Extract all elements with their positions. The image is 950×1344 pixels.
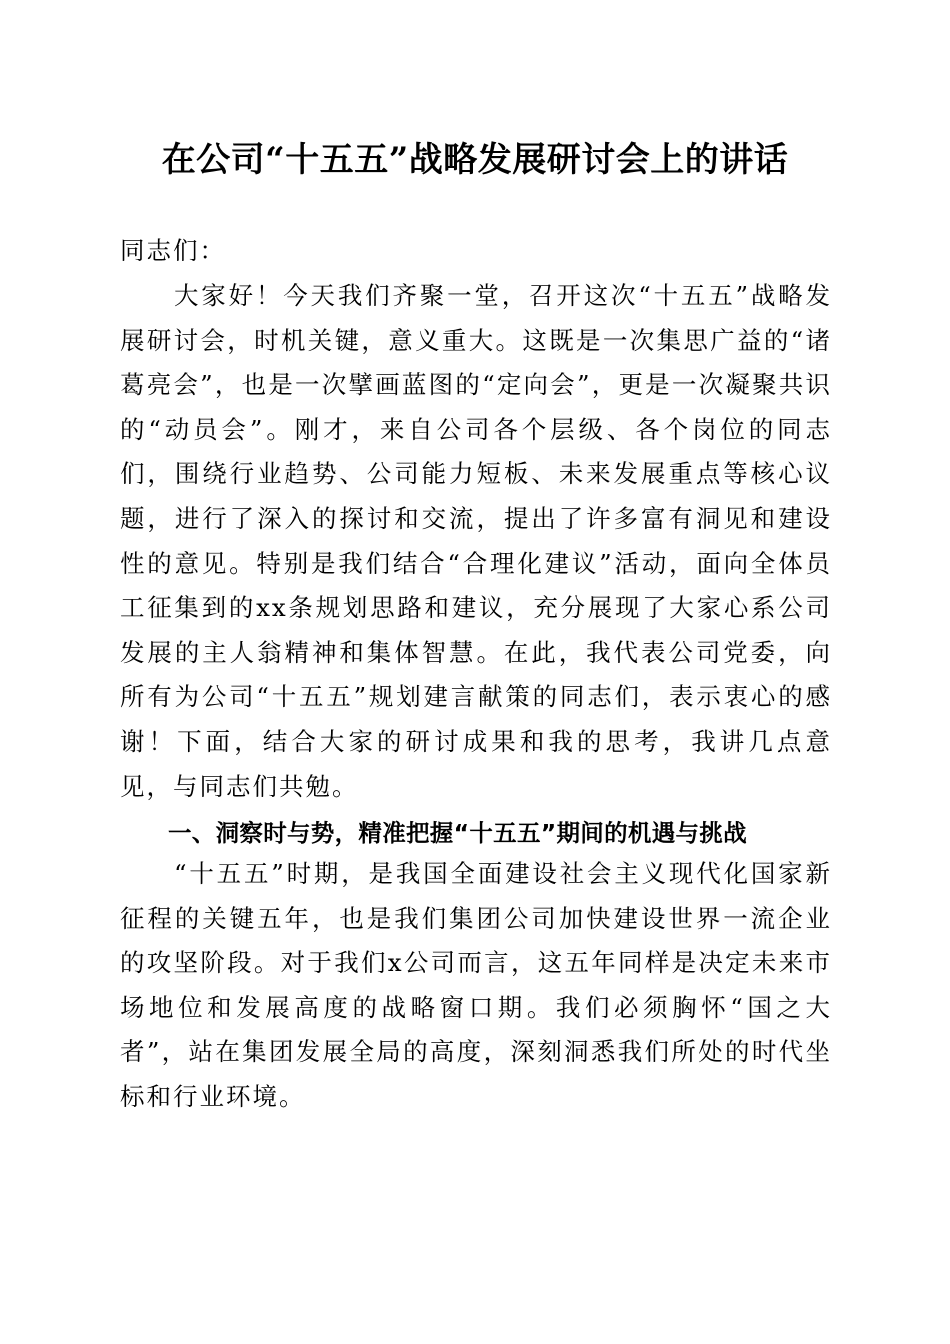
salutation: 同志们：	[120, 236, 226, 265]
section-heading-1: 一、洞察时与势，精准把握“十五五”期间的机遇与挑战	[168, 819, 747, 847]
document-title: 在公司“十五五”战略发展研讨会上的讲话	[161, 140, 789, 180]
paragraph-opening: 大家好！今天我们齐聚一堂，召开这次“十五五”战略发展研讨会，时机关键，意义重大。这既是一次集思广益的“诸葛亮会”，也是一次擘画蓝图的“定向会”，更是一次凝聚共识的“动员会”。刚才，来自公司各个层级、各个岗位的同志们，围绕行业趋势、公司能力短板、未来发展重点等核心议题，进行了深入的探讨和交流，提出了许多富有洞见和建设性的意见。特别是我们结合“合理化建议”活动，面向全体员工征集到的xx条规划思路和建议，充分展现了大家心系公司发展的主人翁精神和集体智慧。在此，我代表公司党委，向所有为公司“十五五”规划建言献策的同志们，表示衷心的感谢！下面，结合大家的研讨成果和我的思考，我讲几点意见，与同志们共勉。	[120, 281, 832, 801]
paragraph-section-1: “十五五”时期，是我国全面建设社会主义现代化国家新征程的关键五年，也是我们集团公司加快建设世界一流企业的攻坚阶段。对于我们x公司而言，这五年同样是决定未来市场地位和发展高度的战略窗口期。我们必须胸怀“国之大者”，站在集团发展全局的高度，深刻洞悉我们所处的时代坐标和行业环境。	[120, 859, 832, 1111]
